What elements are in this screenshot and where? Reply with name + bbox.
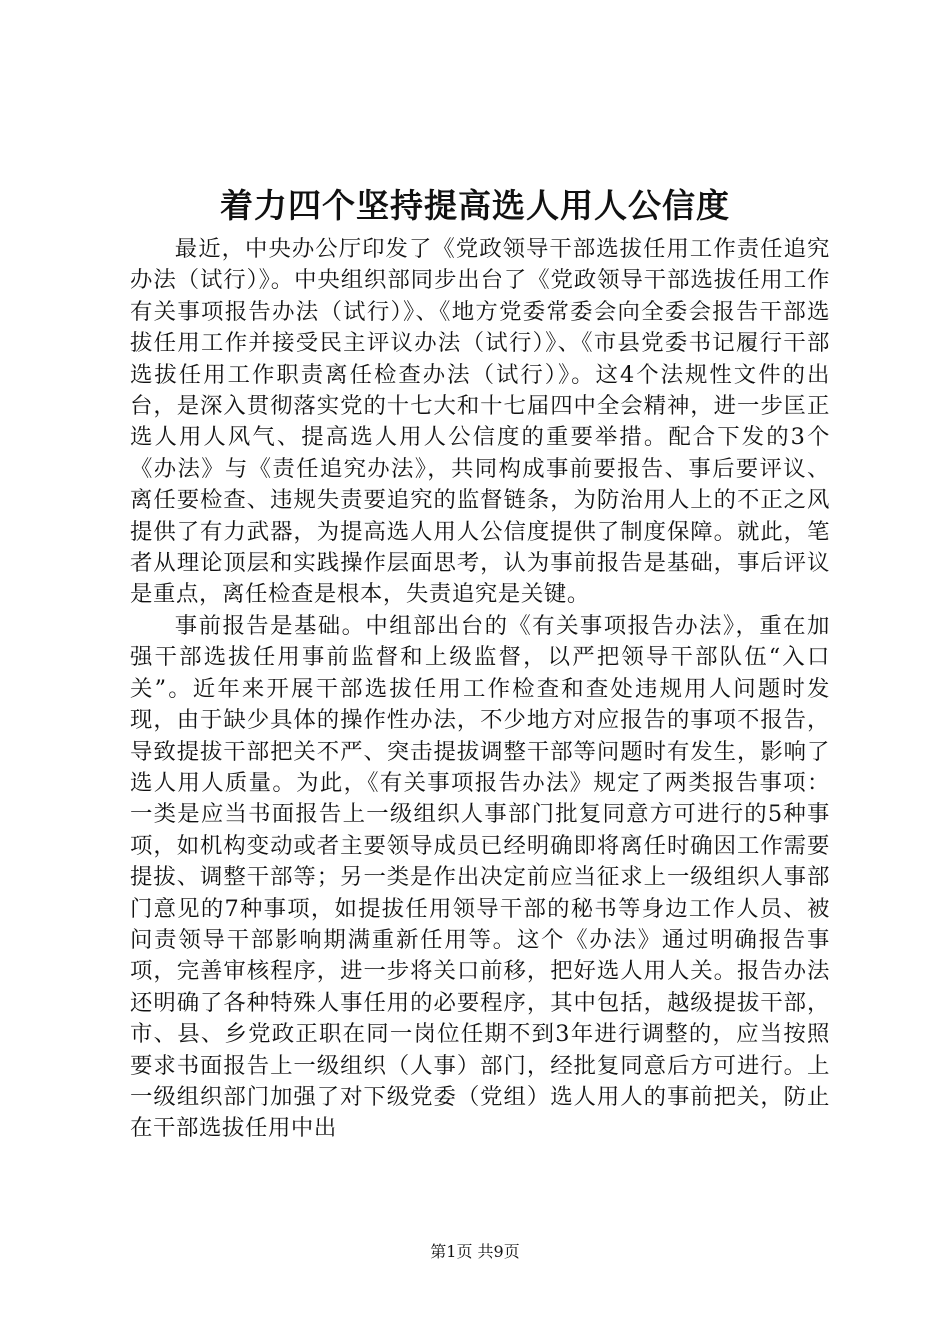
paragraph-1: 最近，中央办公厅印发了《党政领导干部选拔任用工作责任追究办法（试行）》。中央组织部同步出台了《党政领导干部选拔任用工作有关事项报告办法（试行）》、《地方党委常委会向全委会报告干部选拔任用工作并接受民主评议办法（试行）》、《市县党委书记履行干部选拔任用工作职责离任检查办法（试行）》。这4个法规性文件的出台，是深入贯彻落实党的十七大和十七届四中全会精神，进一步匡正选人用人风气、提高选人用人公信度的重要举措。配合下发的3个《办法》与《责任追究办法》，共同构成事前要报告、事后要评议、离任要检查、违规失责要追究的监督链条，为防治用人上的不正之风提供了有力武器，为提高选人用人公信度提供了制度保障。就此，笔者从理论顶层和实践操作层面思考，认为事前报告是基础，事后评议是重点，离任检查是根本，失责追究是关键。 [130,236,830,608]
paragraph-2: 事前报告是基础。中组部出台的《有关事项报告办法》，重在加强干部选拔任用事前监督和上级监督，以严把领导干部队伍“入口关”。近年来开展干部选拔任用工作检查和查处违规用人问题时发现，由于缺少具体的操作性办法，不少地方对应报告的事项不报告，导致提拔干部把关不严、突击提拔调整干部等问题时有发生，影响了选人用人质量。为此，《有关事项报告办法》规定了两类报告事项：一类是应当书面报告上一级组织人事部门批复同意方可进行的5种事项，如机构变动或者主要领导成员已经明确即将离任时确因工作需要提拔、调整干部等；另一类是作出决定前应当征求上一级组织人事部门意见的7种事项，如提拔任用领导干部的秘书等身边工作人员、被问责领导干部影响期满重新任用等。这个《办法》通过明确报告事项，完善审核程序，进一步将关口前移，把好选人用人关。报告办法还明确了各种特殊人事任用的必要程序，其中包括，越级提拔干部，市、县、乡党政正职在同一岗位任期不到3年进行调整的，应当按照要求书面报告上一级组织（人事）部门，经批复同意后方可进行。上一级组织部门加强了对下级党委（党组）选人用人的事前把关，防止在干部选拔任用中出 [130,612,830,1142]
page-number-footer: 第1页 共9页 [430,1242,520,1261]
document-title: 着力四个坚持提高选人用人公信度 [220,186,730,225]
document-body [130,234,830,1145]
